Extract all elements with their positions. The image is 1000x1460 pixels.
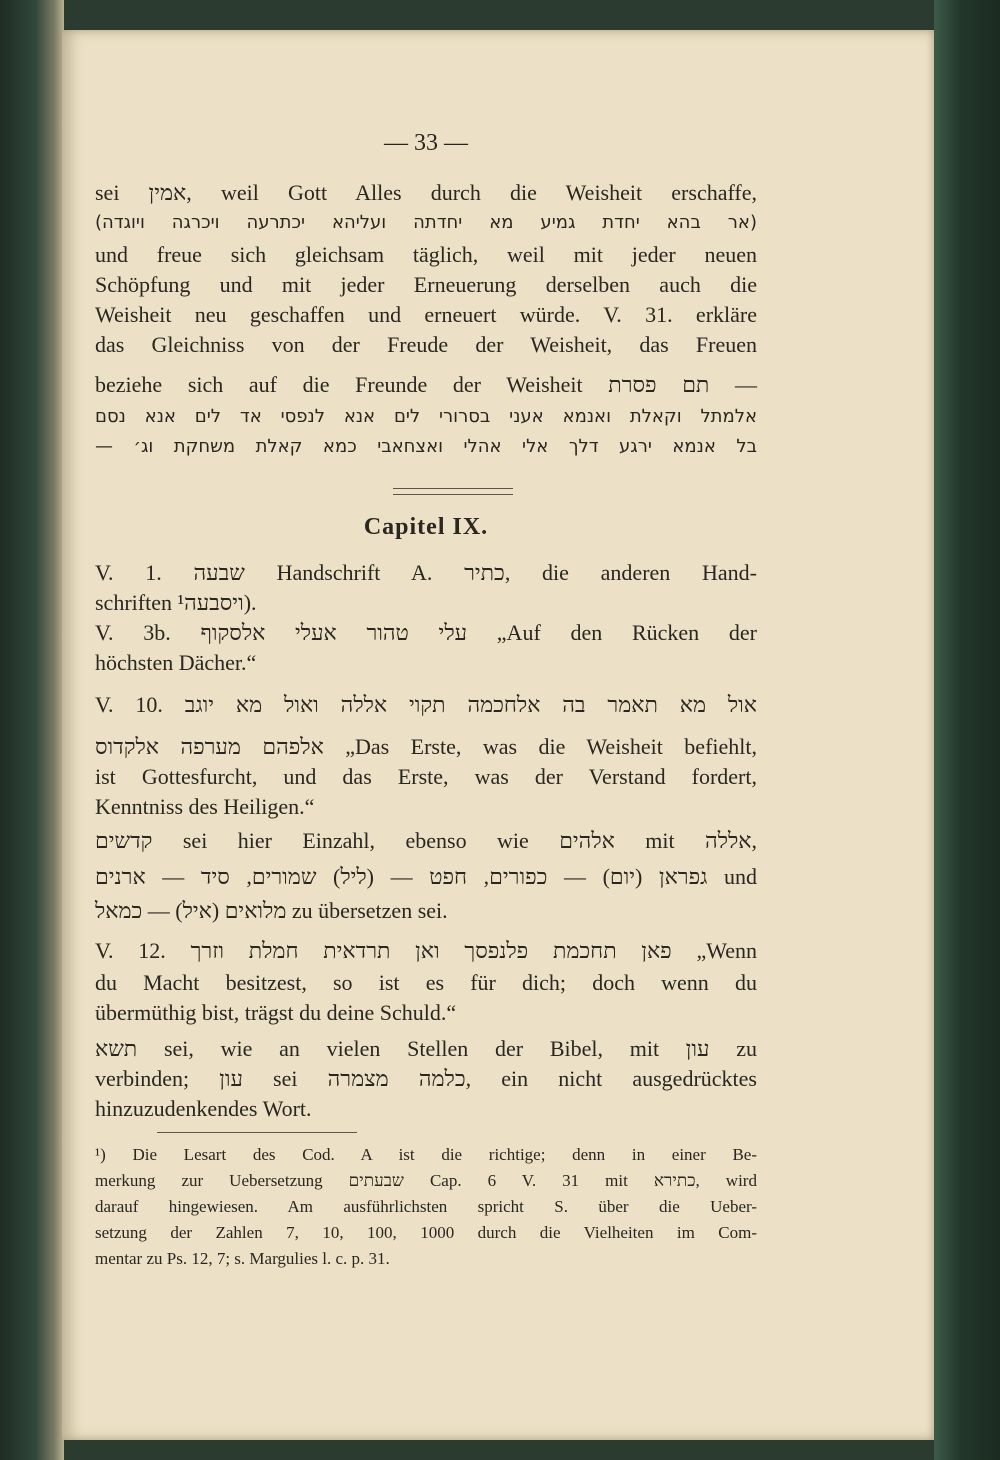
hebrew-line: אלמתל וקאלת ואנמא אעני בסרורי לים אנא לנפסי אד לים אנא נסם [95, 406, 757, 427]
text-line: hinzuzudenkendes Wort. [95, 1096, 312, 1121]
hebrew-line: (אר בהא יחדת גמיע מא יחדתה ועליהא יכתרעה ויכרגה ויוגדה) [95, 212, 757, 233]
text-line: das Gleichniss von der Freude der Weisheit, das Freuen [95, 332, 757, 357]
text-line: verbinden; עון sei כלמה מצמרה, ein nicht ausgedrücktes [95, 1066, 757, 1091]
text-line: V. 10. אול מא תאמר בה אלחכמה תקוי אללה ואול מא יוגב [95, 692, 757, 717]
book-binding-right [934, 0, 1000, 1460]
section-divider [393, 488, 513, 495]
text-line: sei אמין, weil Gott Alles durch die Weisheit erschaffe, [95, 180, 757, 205]
text-line: קדשים sei hier Einzahl, ebenso wie אלהים mit אללה, [95, 828, 757, 853]
text-line: V. 12. פאן תחכמת פלנפסך ואן תרדאית חמלת וזרך „Wenn [95, 938, 757, 963]
chapter-title: Capitel IX. [363, 514, 489, 540]
hebrew-line: בל אנמא ירגע דלך אלי אהלי ואצחאבי כמא קאלת משחקת וג׳ — [95, 436, 757, 457]
text-line: תשא sei, wie an vielen Stellen der Bibel, mit עון zu [95, 1036, 757, 1061]
text-line: beziehe sich auf die Freunde der Weisheit תם פסרת — [95, 372, 758, 397]
footnote-line: mentar zu Ps. 12, 7; s. Margulies l. c. p. 31. [95, 1249, 390, 1268]
text-line: höchsten Dächer.“ [95, 650, 257, 675]
text-line: V. 3b. עלי טהור אעלי אלסקוף „Auf den Rücken der [95, 620, 757, 645]
text-line: ist Gottesfurcht, und das Erste, was der Verstand fordert, [95, 764, 757, 789]
text-line: אלפהם מערפה אלקדוס „Das Erste, was die Weisheit befiehlt, [95, 734, 757, 759]
text-line: schriften ויסבעה¹). [95, 590, 257, 615]
footnote-line: ¹) Die Lesart des Cod. A ist die richtige; denn in einer Be- [95, 1145, 757, 1164]
text-line: V. 1. שבעה Handschrift A. כתיר, die anderen Hand- [95, 560, 757, 585]
text-line: Schöpfung und mit jeder Erneuerung derselben auch die [95, 272, 757, 297]
text-line: Weisheit neu geschaffen und erneuert würde. V. 31. erkläre [95, 302, 757, 327]
text-line: Kenntniss des Heiligen.“ [95, 794, 315, 819]
footnote-line: setzung der Zahlen 7, 10, 100, 1000 durch die Vielheiten im Com- [95, 1223, 757, 1242]
text-line: מלואים (איל) — כמאל zu übersetzen sei. [95, 898, 448, 923]
footnote-line: merkung zur Uebersetzung שבעתים Cap. 6 V. 31 mit כתירא, wird [95, 1171, 757, 1190]
page-number: — 33 — [384, 130, 468, 156]
text-line: und freue sich gleichsam täglich, weil mit jeder neuen [95, 242, 757, 267]
footnote-line: darauf hingewiesen. Am ausführlichsten spricht S. über die Ueber- [95, 1197, 757, 1216]
text-line: du Macht besitzest, so ist es für dich; doch wenn du [95, 970, 757, 995]
text-line: גפראן (יום) — כפורים, חפט — (ליל) שמורים, סיד — ארנים und [95, 864, 757, 889]
text-line: übermüthig bist, trägst du deine Schuld.“ [95, 1000, 457, 1025]
footnote-divider [157, 1132, 357, 1133]
book-binding-left [0, 0, 64, 1460]
